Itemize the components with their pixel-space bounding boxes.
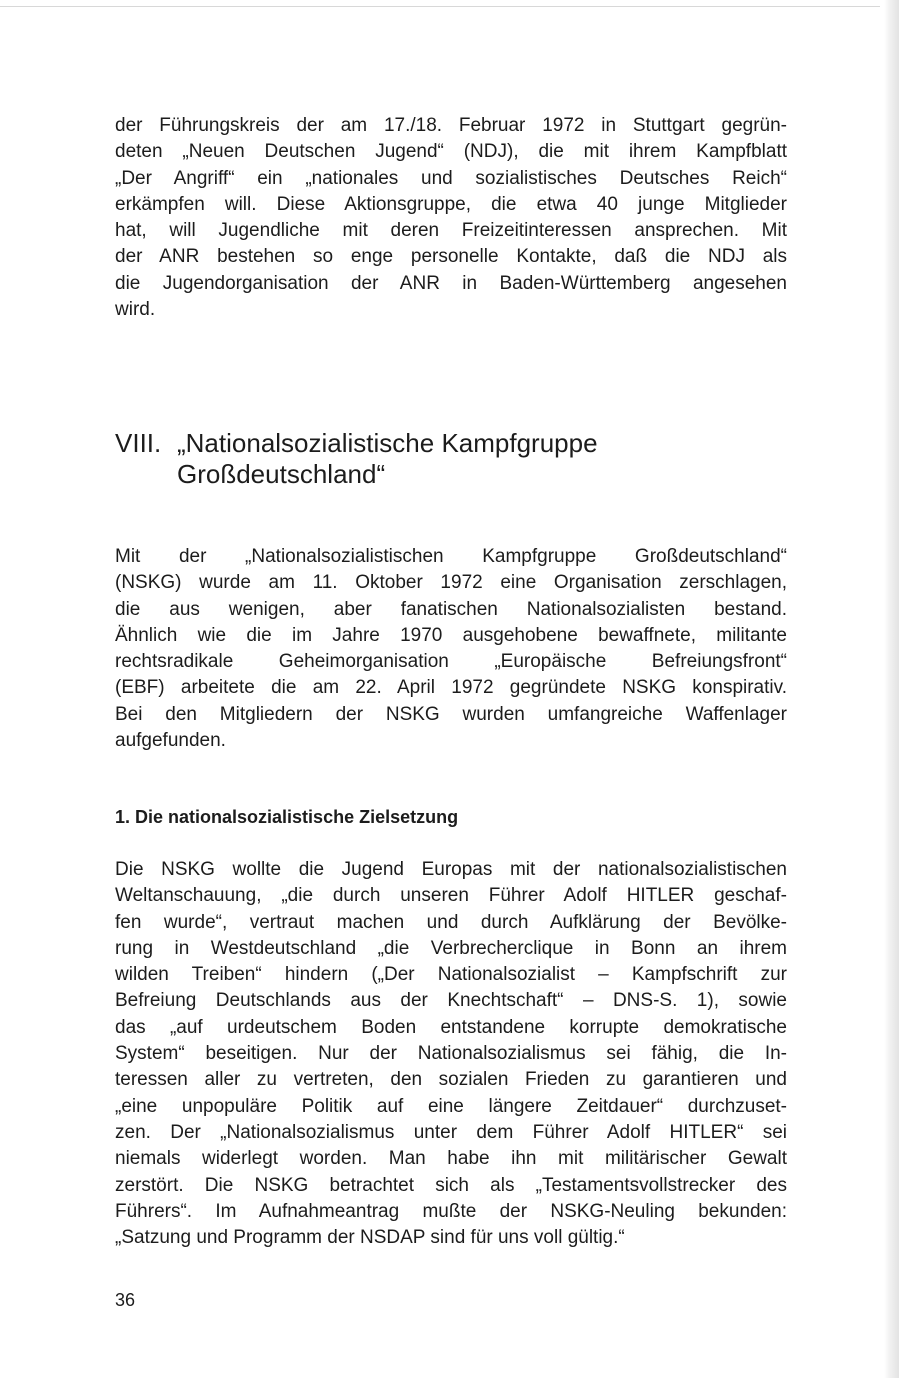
text-line: Weltanschauung, „die durch unseren Führer Adolf HITLER geschaf- bbox=[115, 885, 787, 907]
text-line: Befreiung Deutschlands aus der Knechtschaft“ – DNS-S. 1), sowie bbox=[115, 990, 787, 1012]
text-line: rechtsradikale Geheimorganisation „Europäische Befreiungsfront“ bbox=[115, 651, 787, 673]
top-edge-rule bbox=[0, 6, 880, 7]
text-line: Ähnlich wie die im Jahre 1970 ausgehobene bewaffnete, militante bbox=[115, 624, 787, 646]
text-line: teressen aller zu vertreten, den sozialen Frieden zu garantieren und bbox=[115, 1069, 787, 1091]
chapter-title-line-2: Großdeutschland“ bbox=[177, 459, 386, 489]
text-line: hat, will Jugendliche mit deren Freizeitinteressen ansprechen. Mit bbox=[115, 220, 787, 242]
paragraph-nskg-goals bbox=[115, 857, 787, 1251]
text-line: zerstört. Die NSKG betrachtet sich als „Testamentsvollstrecker des bbox=[115, 1174, 787, 1196]
text-line: (NSKG) wurde am 11. Oktober 1972 eine Organisation zerschlagen, bbox=[115, 572, 787, 594]
text-line: rung in Westdeutschland „die Verbrecherclique in Bonn an ihrem bbox=[115, 937, 787, 959]
chapter-number: VIII. bbox=[115, 428, 162, 458]
text-line: aufgefunden. bbox=[115, 730, 226, 752]
text-line: der Führungskreis der am 17./18. Februar 1972 in Stuttgart gegrün- bbox=[115, 115, 787, 136]
text-line: das „auf urdeutschem Boden entstandene korrupte demokratische bbox=[115, 1016, 787, 1038]
chapter-heading bbox=[115, 428, 787, 490]
text-line: Führers“. Im Aufnahmeantrag mußte der NSKG-Neuling bekunden: bbox=[115, 1200, 787, 1222]
page-edge-shadow bbox=[884, 0, 899, 1378]
text-line: der ANR bestehen so enge personelle Kontakte, daß die NDJ als bbox=[115, 246, 787, 268]
text-line: Mit der „Nationalsozialistischen Kampfgruppe Großdeutschland“ bbox=[115, 546, 787, 567]
paragraph-ndj bbox=[115, 113, 787, 323]
text-line: zen. Der „Nationalsozialismus unter dem Führer Adolf HITLER“ sei bbox=[115, 1121, 787, 1143]
text-line: System“ beseitigen. Nur der Nationalsozialismus sei fähig, die In- bbox=[115, 1043, 787, 1065]
text-line: „Der Angriff“ ein „nationales und sozialistisches Deutsches Reich“ bbox=[115, 167, 787, 189]
text-line: wird. bbox=[115, 299, 156, 321]
text-line: deten „Neuen Deutschen Jugend“ (NDJ), die mit ihrem Kampfblatt bbox=[115, 141, 787, 163]
text-line: erkämpfen will. Diese Aktionsgruppe, die etwa 40 junge Mitglieder bbox=[115, 193, 787, 215]
paragraph-nskg-intro bbox=[115, 544, 787, 754]
text-line: „Satzung und Programm der NSDAP sind für uns voll gültig.“ bbox=[115, 1227, 625, 1249]
text-line: wilden Treiben“ hindern („Der Nationalsozialist – Kampfschrift zur bbox=[115, 964, 787, 986]
text-line: Bei den Mitgliedern der NSKG wurden umfangreiche Waffenlager bbox=[115, 703, 787, 725]
text-line: Die NSKG wollte die Jugend Europas mit der nationalsozialistischen bbox=[115, 859, 787, 880]
text-line: die aus wenigen, aber fanatischen Nationalsozialisten bestand. bbox=[115, 598, 787, 620]
page-number: 36 bbox=[115, 1290, 136, 1310]
section-heading: 1. Die nationalsozialistische Zielsetzung bbox=[115, 807, 459, 827]
text-line: (EBF) arbeitete die am 22. April 1972 gegründete NSKG konspirativ. bbox=[115, 677, 787, 699]
text-line: „eine unpopuläre Politik auf eine längere Zeitdauer“ durchzuset- bbox=[115, 1095, 787, 1117]
text-line: die Jugendorganisation der ANR in Baden-Württemberg angesehen bbox=[115, 272, 787, 294]
text-line: niemals widerlegt worden. Man habe ihn mit militärischer Gewalt bbox=[115, 1148, 787, 1170]
text-line: fen wurde“, vertraut machen und durch Aufklärung der Bevölke- bbox=[115, 911, 787, 933]
chapter-title-line-1: „Nationalsozialistische Kampfgruppe bbox=[177, 428, 598, 458]
